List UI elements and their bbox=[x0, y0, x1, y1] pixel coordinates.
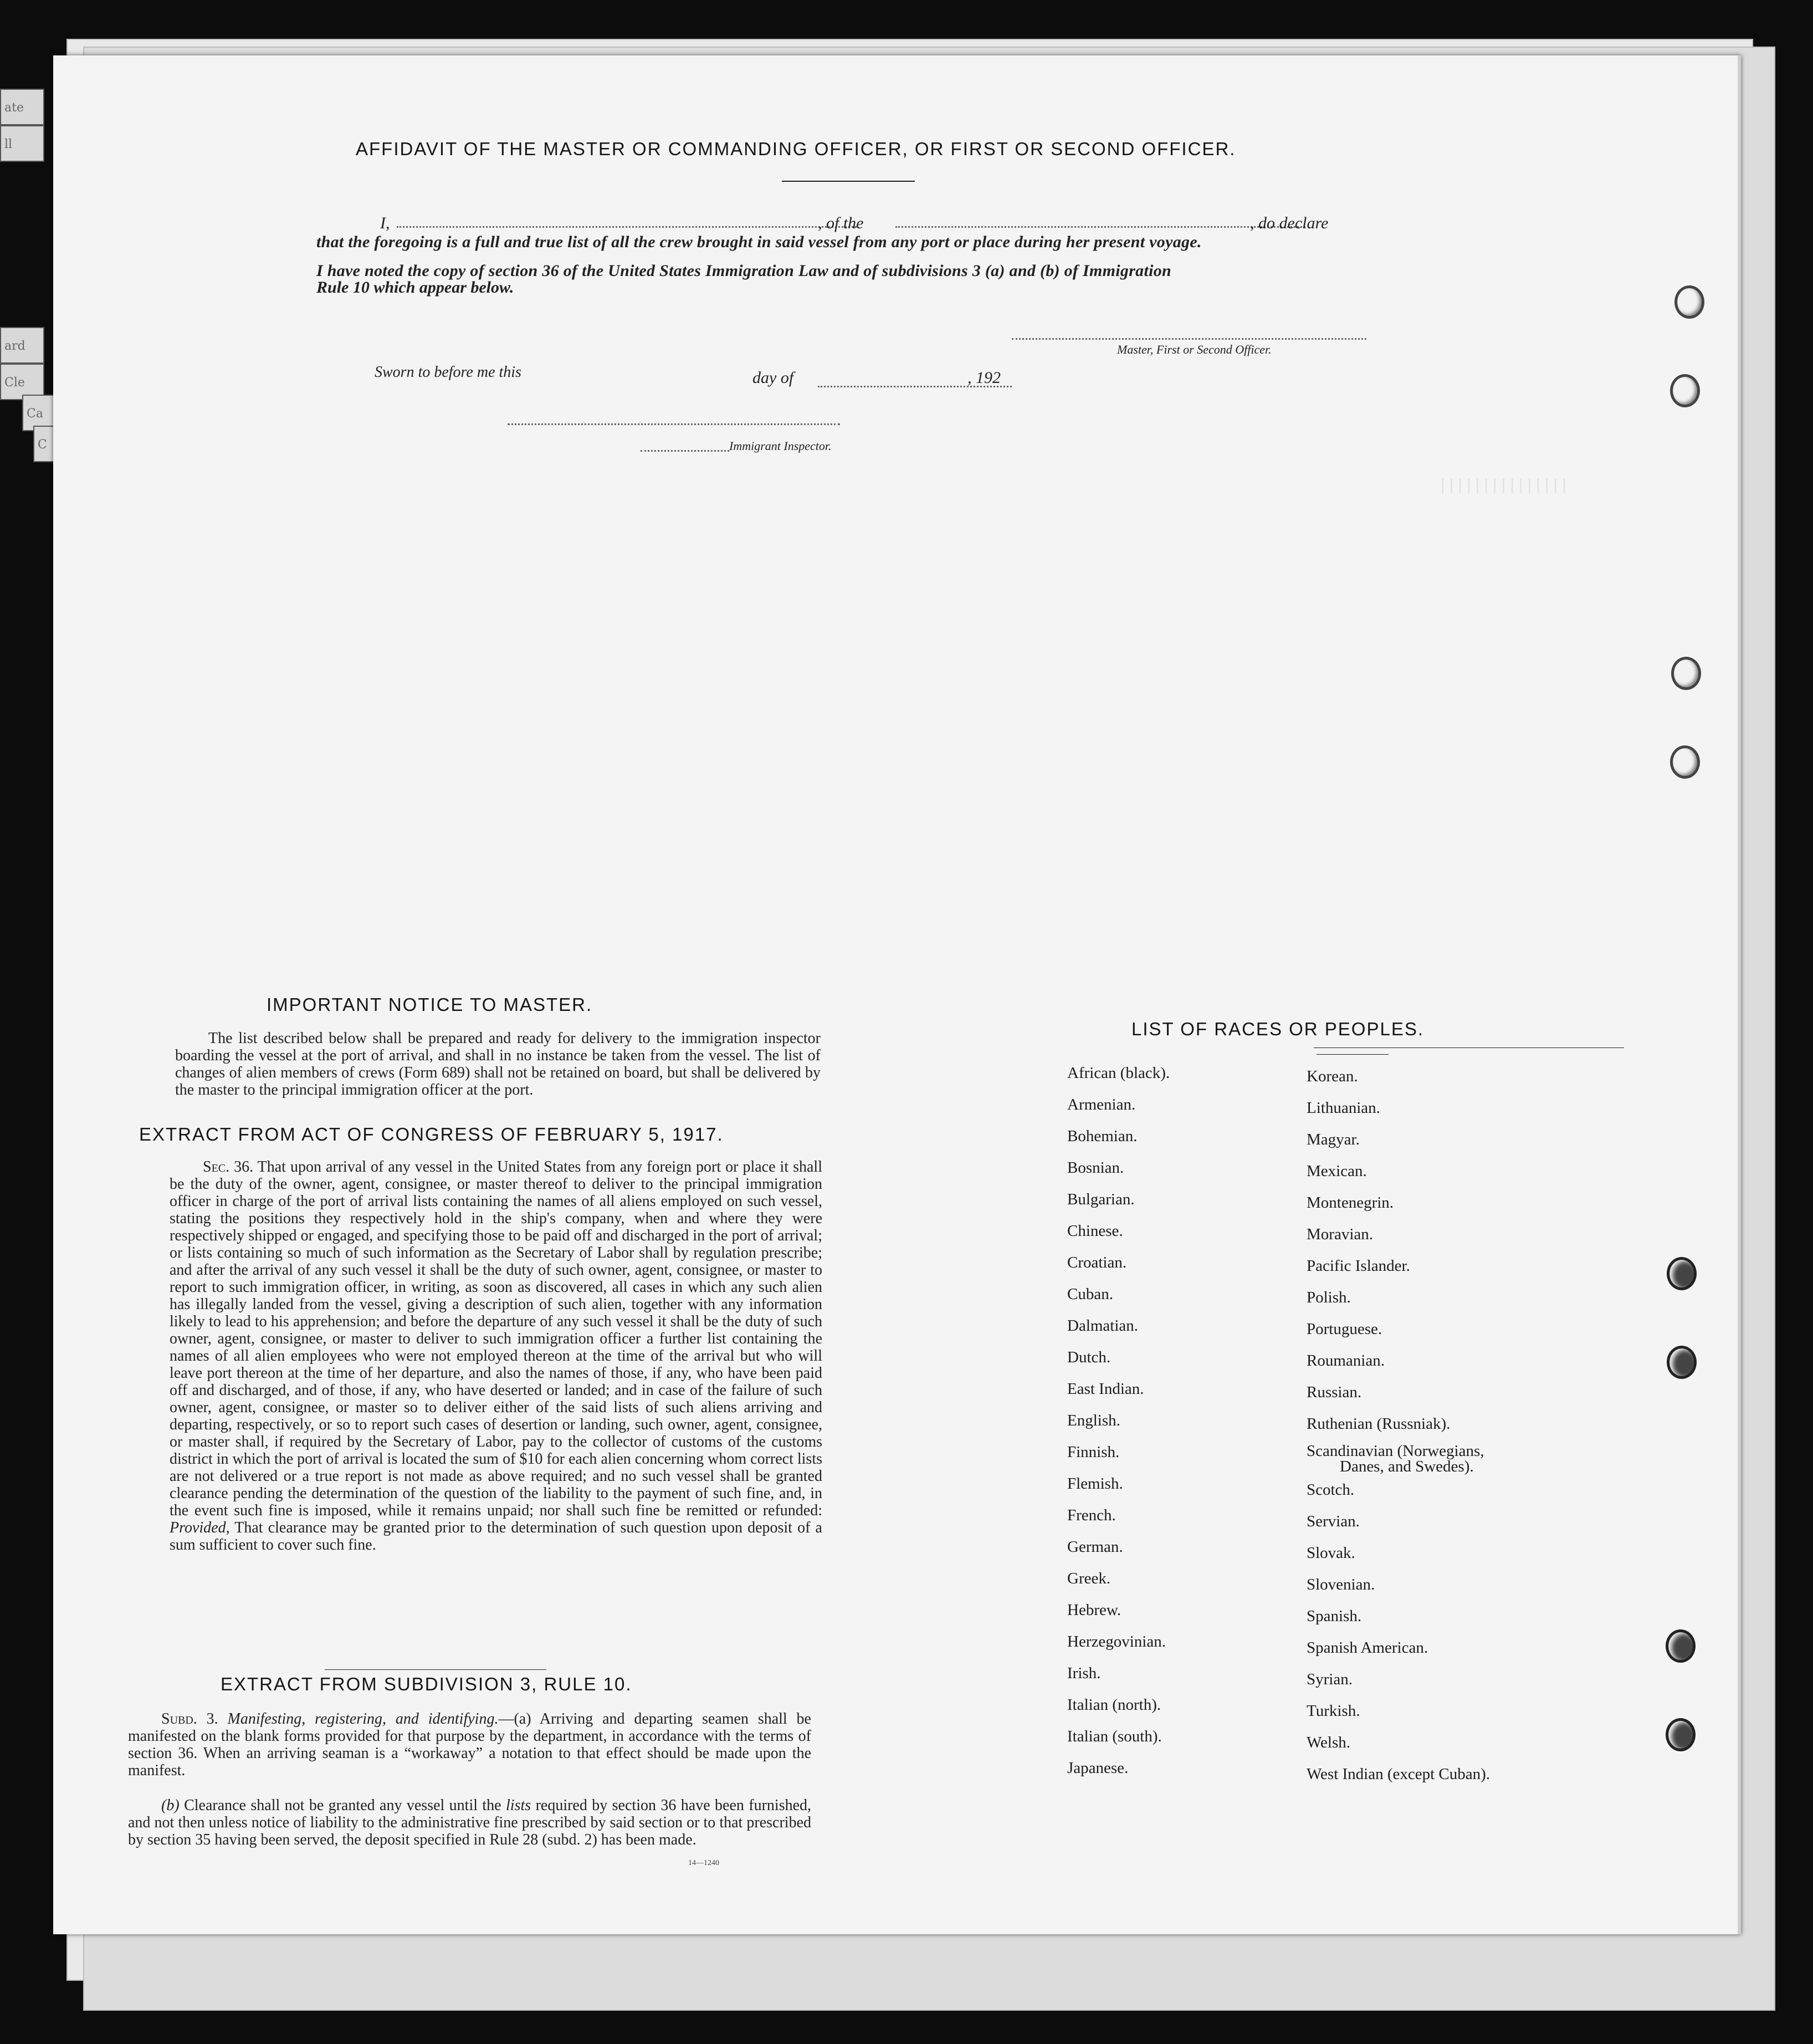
race-item: Korean. bbox=[1307, 1067, 1358, 1085]
race-item: Italian (south). bbox=[1067, 1728, 1162, 1745]
race-item: English. bbox=[1067, 1412, 1120, 1429]
race-item: Ruthenian (Russniak). bbox=[1307, 1415, 1451, 1433]
vessel-name-field[interactable] bbox=[895, 226, 1305, 228]
title-underline bbox=[782, 181, 915, 182]
race-item: Montenegrin. bbox=[1307, 1194, 1394, 1212]
edge-tab: C bbox=[33, 426, 55, 462]
race-item: Moravian. bbox=[1307, 1225, 1373, 1243]
race-item: Dutch. bbox=[1067, 1348, 1111, 1366]
edge-tab: ate bbox=[0, 89, 44, 125]
race-item: Mexican. bbox=[1307, 1162, 1367, 1180]
binder-hole-icon bbox=[1670, 745, 1700, 779]
affidavit-line-2: I have noted the copy of section 36 of the United States Immigration Law and of subdivisions 3 (a) and (b) of Immigration bbox=[316, 262, 1172, 280]
race-item: African (black). bbox=[1067, 1064, 1170, 1082]
act-extract-title: EXTRACT FROM ACT OF CONGRESS OF FEBRUARY 5, 1917. bbox=[139, 1124, 724, 1144]
subd3-text bbox=[128, 1710, 811, 1779]
race-item: Bulgarian. bbox=[1067, 1190, 1135, 1208]
race-item: German. bbox=[1067, 1538, 1123, 1556]
race-item: Greek. bbox=[1067, 1570, 1111, 1587]
binder-hole-icon bbox=[1671, 657, 1701, 690]
race-item: Spanish American. bbox=[1307, 1639, 1428, 1657]
races-title-underline bbox=[1314, 1047, 1624, 1048]
race-item: Polish. bbox=[1307, 1289, 1351, 1306]
race-item: Slovak. bbox=[1307, 1544, 1355, 1562]
b-body-2: required by section 36 have been furnished, and not then unless notice of liability to the administrative fine prescribed by said section or to that prescribed by section 35 having been served, the deposit specified in Rule 28 (subd. 2) has been made. bbox=[128, 1797, 812, 1848]
race-item: Portuguese. bbox=[1307, 1320, 1382, 1338]
edge-tab: Cle bbox=[0, 364, 44, 400]
affiant-name-field[interactable] bbox=[397, 226, 857, 228]
race-item: Chinese. bbox=[1067, 1222, 1123, 1240]
binder-hole-icon bbox=[1667, 1257, 1697, 1290]
race-item: Roumanian. bbox=[1307, 1352, 1385, 1370]
affidavit-line-3: Rule 10 which appear below. bbox=[316, 278, 514, 297]
race-item: Pacific Islander. bbox=[1307, 1257, 1410, 1275]
race-item: Syrian. bbox=[1307, 1670, 1353, 1688]
affidavit-line-1: that the foregoing is a full and true list of all the crew brought in said vessel from any port or place during her present voyage. bbox=[316, 233, 1202, 251]
provided-word: Provided, bbox=[170, 1519, 230, 1536]
binder-hole-icon bbox=[1670, 374, 1700, 407]
notice-text: The list described below shall be prepared and ready for delivery to the immigration inspector boarding the vessel at the port of arrival, and shall in no instance be taken from the vessel. The list of changes of alien members of crews (Form 689) shall not be retained on board, but shall be delivered by the master to the principal immigration officer at the port. bbox=[175, 1030, 821, 1098]
binder-hole-icon bbox=[1666, 1718, 1696, 1751]
race-item: Hebrew. bbox=[1067, 1601, 1121, 1619]
form-code: 14—1240 bbox=[688, 1859, 719, 1867]
race-item: Scandinavian (Norwegians, bbox=[1307, 1442, 1484, 1460]
lists-word: lists bbox=[506, 1797, 531, 1814]
race-item: Flemish. bbox=[1067, 1475, 1123, 1493]
race-item: Welsh. bbox=[1307, 1734, 1351, 1751]
races-title: LIST OF RACES OR PEOPLES. bbox=[1131, 1019, 1425, 1039]
inspector-signature-field-2[interactable] bbox=[641, 450, 729, 452]
race-item: East Indian. bbox=[1067, 1380, 1144, 1398]
race-item: Armenian. bbox=[1067, 1096, 1136, 1113]
sec36-body-end: That clearance may be granted prior to the determination of such question upon deposit of a sum sufficient to cover such fine. bbox=[170, 1519, 822, 1554]
race-item: Spanish. bbox=[1307, 1607, 1362, 1625]
sec36-body: That upon arrival of any vessel in the United States from any foreign port or place it shall be the duty of the owner, agent, consignee, or master thereof to deliver to the principal immigration officer in charge of the port of arrival lists containing the names of all aliens employed on such vessel, stating the positions they respectively hold in the ship's company, when and where they were respectively shipped or engaged, and specifying those to be paid off and discharged in the port of arrival; or lists containing so much of such information as the Secretary of Labor shall by regulation prescribe; and after the arrival of any such vessel it shall be the duty of such owner, agent, consignee, or master to report to such immigration officer, in writing, as soon as discovered, all cases in which any such alien has illegally landed from the vessel, giving a description of such alien, together with any information likely to lead to his apprehension; and before the departure of any such vessel it shall be the duty of such owner, agent, consignee, or master to deliver to such immigration officer a further list containing the names of all alien employees who were not employed thereon at the time of the arrival but who will leave port thereon at the time of her departure, and also the names of those, if any, who have been paid off and discharged, and of those, if any, who have deserted or landed; and in case of the failure of such owner, agent, consignee, or master so to deliver either of the said lists of such aliens arriving and departing, respectively, or so to report such cases of desertion or landing, such owner, agent, consignee, or master shall, if required by the Secretary of Labor, pay to the collector of customs of the customs district in which the port of arrival is located the sum of $10 for each alien concerning whom correct lists are not delivered or a true report is not made as above required; and no such vessel shall be granted clearance pending the determination of the question of the liability to the payment of such fine, and, in the event such fine is imposed, while it remains unpaid; nor shall such fine be remitted or refunded: bbox=[170, 1158, 822, 1519]
manifest-page bbox=[53, 55, 1741, 1934]
inspector-signature-label: Immigrant Inspector. bbox=[729, 439, 832, 453]
master-signature-field[interactable] bbox=[1012, 338, 1366, 340]
races-title-rule-short bbox=[1317, 1054, 1389, 1055]
race-item: Croatian. bbox=[1067, 1254, 1127, 1271]
rule10-extract-title: EXTRACT FROM SUBDIVISION 3, RULE 10. bbox=[221, 1674, 632, 1694]
subd3b-text bbox=[128, 1797, 811, 1848]
binder-hole-icon bbox=[1667, 1346, 1697, 1379]
race-item: West Indian (except Cuban). bbox=[1307, 1765, 1491, 1783]
sec-label: Sec. 36. bbox=[203, 1158, 254, 1176]
race-item: Servian. bbox=[1307, 1512, 1360, 1530]
race-item: Dalmatian. bbox=[1067, 1317, 1139, 1335]
race-item: Slovenian. bbox=[1307, 1576, 1375, 1593]
race-item: Lithuanian. bbox=[1307, 1099, 1380, 1117]
sworn-label: Sworn to before me this bbox=[375, 364, 521, 381]
b-body-1: Clearance shall not be granted any vessel until the bbox=[184, 1797, 501, 1814]
year-label: , 192 bbox=[967, 369, 1001, 387]
subd-label: Subd. 3. bbox=[161, 1710, 218, 1728]
race-item: Scotch. bbox=[1307, 1481, 1355, 1499]
section-divider bbox=[325, 1669, 546, 1670]
subd-title: Manifesting, registering, and identifying. bbox=[227, 1710, 499, 1728]
day-of-label: day of bbox=[752, 369, 794, 387]
race-item: Bosnian. bbox=[1067, 1159, 1124, 1177]
race-item: Danes, and Swedes). bbox=[1340, 1458, 1474, 1475]
notice-title: IMPORTANT NOTICE TO MASTER. bbox=[267, 994, 593, 1015]
of-the-label: , of the bbox=[818, 214, 864, 232]
race-item: Herzegovinian. bbox=[1067, 1633, 1166, 1650]
race-item: Magyar. bbox=[1307, 1131, 1360, 1148]
binder-hole-icon bbox=[1674, 285, 1704, 319]
edge-tab: ard bbox=[0, 327, 44, 364]
edge-tab: Ca bbox=[22, 395, 55, 431]
b-label: (b) bbox=[161, 1797, 180, 1814]
edge-tab: ll bbox=[0, 125, 44, 162]
race-item: French. bbox=[1067, 1506, 1116, 1524]
do-declare-label: , do declare bbox=[1250, 214, 1329, 232]
affidavit-title: AFFIDAVIT OF THE MASTER OR COMMANDING OFFICER, OR FIRST OR SECOND OFFICER. bbox=[356, 139, 1236, 159]
race-item: Irish. bbox=[1067, 1664, 1101, 1682]
master-signature-label: Master, First or Second Officer. bbox=[1117, 343, 1272, 356]
race-item: Italian (north). bbox=[1067, 1696, 1161, 1714]
subd-body: —(a) Arriving and departing seamen shall be manifested on the blank forms provided for that purpose by the department, in accordance with the terms of section 36. When an arriving seaman is a “workaway” a notation to that effect should be made upon the manifest. bbox=[128, 1710, 811, 1779]
inspector-signature-field[interactable] bbox=[508, 423, 840, 425]
race-item: Bohemian. bbox=[1067, 1127, 1138, 1145]
race-item: Cuban. bbox=[1067, 1285, 1113, 1303]
affiant-label: I, bbox=[380, 214, 390, 232]
binder-hole-icon bbox=[1666, 1629, 1696, 1663]
bleed-through-text: ||||||||||||||| bbox=[1438, 477, 1569, 493]
race-item: Japanese. bbox=[1067, 1759, 1129, 1777]
race-item: Turkish. bbox=[1307, 1702, 1360, 1720]
sec36-text bbox=[170, 1158, 822, 1554]
race-item: Russian. bbox=[1307, 1383, 1362, 1401]
race-item: Finnish. bbox=[1067, 1443, 1120, 1461]
